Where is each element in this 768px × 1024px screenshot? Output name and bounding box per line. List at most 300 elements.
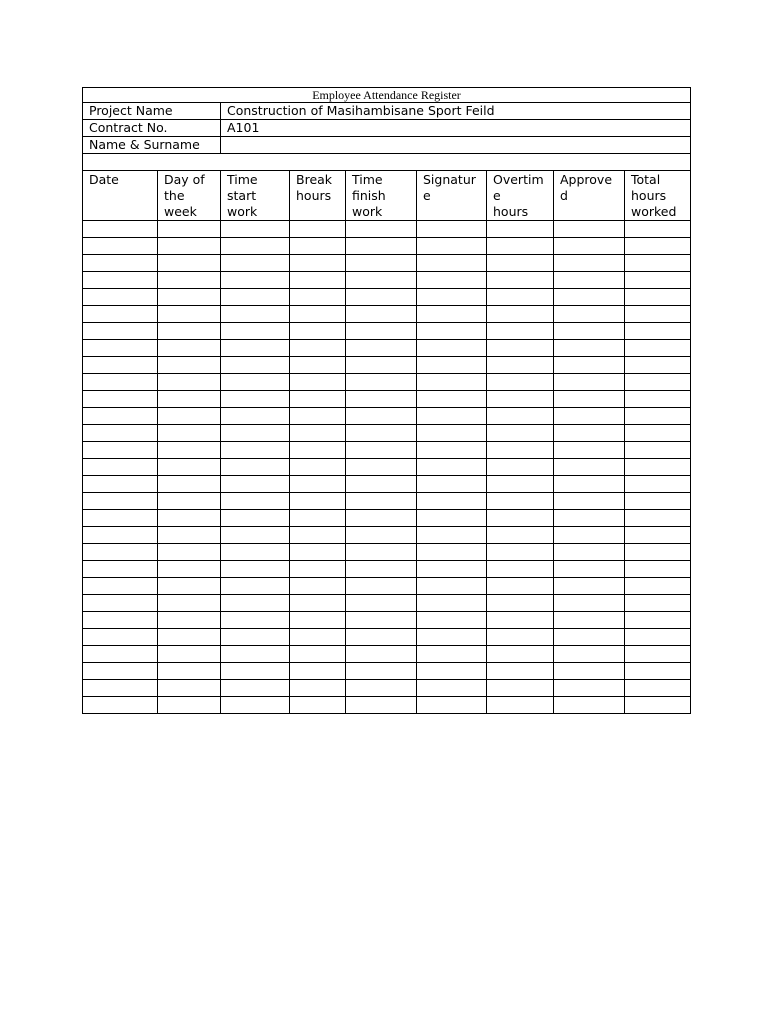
table-cell-total-hours[interactable] [625,510,691,527]
table-cell-day-of-week[interactable] [158,527,221,544]
table-cell-approved[interactable] [554,357,625,374]
table-cell-overtime-hours[interactable] [487,459,554,476]
attendance-register [82,87,690,714]
table-cell-date[interactable] [83,289,158,306]
table-cell-total-hours[interactable] [625,391,691,408]
table-cell-total-hours[interactable] [625,493,691,510]
table-cell-day-of-week[interactable] [158,323,221,340]
table-cell-break-hours[interactable] [290,408,346,425]
table-cell-day-of-week[interactable] [158,391,221,408]
table-cell-total-hours[interactable] [625,578,691,595]
column-header-line: week [164,204,197,219]
table-cell-day-of-week[interactable] [158,697,221,714]
table-cell-date[interactable] [83,408,158,425]
table-cell-date[interactable] [83,510,158,527]
column-header-day-of-week [158,171,221,221]
table-cell-day-of-week[interactable] [158,663,221,680]
table-cell-date[interactable] [83,663,158,680]
table-cell-total-hours[interactable] [625,425,691,442]
table-cell-time-start[interactable] [221,680,290,697]
table-cell-overtime-hours[interactable] [487,544,554,561]
column-header-line: work [227,204,258,219]
table-cell-break-hours[interactable] [290,646,346,663]
table-cell-approved[interactable] [554,408,625,425]
table-cell-approved[interactable] [554,680,625,697]
table-cell-break-hours[interactable] [290,476,346,493]
table-cell-total-hours[interactable] [625,697,691,714]
table-cell-signature[interactable] [417,578,487,595]
table-cell-approved[interactable] [554,697,625,714]
table-cell-break-hours[interactable] [290,493,346,510]
table-cell-total-hours[interactable] [625,629,691,646]
table-cell-signature[interactable] [417,663,487,680]
table-cell-date[interactable] [83,527,158,544]
table-cell-date[interactable] [83,646,158,663]
table-cell-signature[interactable] [417,289,487,306]
table-cell-time-start[interactable] [221,374,290,391]
table-cell-overtime-hours[interactable] [487,408,554,425]
table-row [83,357,691,374]
table-cell-approved[interactable] [554,561,625,578]
table-cell-time-finish[interactable] [346,612,417,629]
table-row [83,221,691,238]
table-cell-time-start[interactable] [221,527,290,544]
table-cell-time-finish[interactable] [346,306,417,323]
table-cell-approved[interactable] [554,527,625,544]
table-cell-approved[interactable] [554,425,625,442]
table-cell-time-start[interactable] [221,646,290,663]
table-cell-break-hours[interactable] [290,561,346,578]
table-cell-approved[interactable] [554,272,625,289]
table-cell-overtime-hours[interactable] [487,476,554,493]
table-cell-overtime-hours[interactable] [487,595,554,612]
table-cell-approved[interactable] [554,476,625,493]
table-row [83,374,691,391]
table-cell-approved[interactable] [554,442,625,459]
table-cell-signature[interactable] [417,272,487,289]
column-header-row [83,171,691,221]
table-cell-break-hours[interactable] [290,697,346,714]
table-cell-time-finish[interactable] [346,476,417,493]
table-cell-break-hours[interactable] [290,680,346,697]
table-cell-date[interactable] [83,629,158,646]
table-cell-total-hours[interactable] [625,306,691,323]
table-cell-date[interactable] [83,493,158,510]
table-cell-time-start[interactable] [221,272,290,289]
table-cell-date[interactable] [83,697,158,714]
table-cell-time-start[interactable] [221,595,290,612]
table-cell-break-hours[interactable] [290,357,346,374]
table-cell-approved[interactable] [554,459,625,476]
table-cell-time-start[interactable] [221,221,290,238]
table-cell-time-start[interactable] [221,544,290,561]
table-cell-break-hours[interactable] [290,510,346,527]
table-cell-time-start[interactable] [221,357,290,374]
table-cell-time-finish[interactable] [346,680,417,697]
table-cell-signature[interactable] [417,476,487,493]
table-cell-signature[interactable] [417,255,487,272]
table-cell-time-finish[interactable] [346,408,417,425]
table-cell-signature[interactable] [417,629,487,646]
table-cell-time-finish[interactable] [346,340,417,357]
column-header-line: start [227,188,257,203]
table-cell-time-finish[interactable] [346,459,417,476]
table-cell-approved[interactable] [554,306,625,323]
table-cell-signature[interactable] [417,425,487,442]
table-cell-signature[interactable] [417,442,487,459]
column-header-overtime-hours [487,171,554,221]
column-header-line: the [164,188,185,203]
table-cell-time-start[interactable] [221,238,290,255]
table-cell-approved[interactable] [554,255,625,272]
table-cell-break-hours[interactable] [290,595,346,612]
table-cell-approved[interactable] [554,374,625,391]
table-cell-overtime-hours[interactable] [487,442,554,459]
column-header-line: Approve [560,172,613,187]
table-cell-day-of-week[interactable] [158,357,221,374]
table-cell-total-hours[interactable] [625,527,691,544]
table-row [83,459,691,476]
table-row [83,289,691,306]
table-cell-signature[interactable] [417,680,487,697]
table-cell-overtime-hours[interactable] [487,663,554,680]
table-cell-total-hours[interactable] [625,408,691,425]
table-cell-date[interactable] [83,323,158,340]
table-cell-overtime-hours[interactable] [487,697,554,714]
table-cell-date[interactable] [83,357,158,374]
table-cell-time-start[interactable] [221,493,290,510]
table-cell-signature[interactable] [417,561,487,578]
table-cell-date[interactable] [83,391,158,408]
table-row [83,510,691,527]
table-cell-total-hours[interactable] [625,459,691,476]
table-cell-total-hours[interactable] [625,544,691,561]
table-cell-overtime-hours[interactable] [487,629,554,646]
column-header-break-hours [290,171,346,221]
table-cell-time-start[interactable] [221,476,290,493]
table-cell-time-finish[interactable] [346,272,417,289]
table-cell-break-hours[interactable] [290,425,346,442]
table-cell-date[interactable] [83,544,158,561]
table-cell-time-finish[interactable] [346,374,417,391]
table-cell-break-hours[interactable] [290,238,346,255]
table-cell-total-hours[interactable] [625,357,691,374]
table-cell-total-hours[interactable] [625,374,691,391]
column-header-line: hours [296,188,332,203]
column-header-line: work [352,204,383,219]
table-cell-day-of-week[interactable] [158,221,221,238]
table-cell-signature[interactable] [417,306,487,323]
table-cell-approved[interactable] [554,340,625,357]
table-cell-approved[interactable] [554,289,625,306]
table-cell-overtime-hours[interactable] [487,578,554,595]
table-cell-break-hours[interactable] [290,374,346,391]
table-cell-day-of-week[interactable] [158,272,221,289]
table-cell-approved[interactable] [554,323,625,340]
table-cell-overtime-hours[interactable] [487,561,554,578]
table-cell-overtime-hours[interactable] [487,680,554,697]
spacer-row [83,154,691,171]
table-cell-day-of-week[interactable] [158,561,221,578]
table-cell-time-finish[interactable] [346,527,417,544]
table-cell-time-start[interactable] [221,391,290,408]
table-cell-break-hours[interactable] [290,629,346,646]
table-cell-date[interactable] [83,255,158,272]
table-cell-overtime-hours[interactable] [487,289,554,306]
table-cell-day-of-week[interactable] [158,578,221,595]
table-row [83,476,691,493]
table-cell-day-of-week[interactable] [158,629,221,646]
table-cell-overtime-hours[interactable] [487,510,554,527]
table-cell-break-hours[interactable] [290,578,346,595]
table-cell-time-start[interactable] [221,612,290,629]
table-cell-time-finish[interactable] [346,663,417,680]
table-cell-time-finish[interactable] [346,561,417,578]
table-cell-total-hours[interactable] [625,646,691,663]
table-cell-overtime-hours[interactable] [487,323,554,340]
table-cell-overtime-hours[interactable] [487,238,554,255]
table-cell-time-finish[interactable] [346,493,417,510]
table-cell-signature[interactable] [417,527,487,544]
table-cell-signature[interactable] [417,408,487,425]
table-cell-total-hours[interactable] [625,323,691,340]
column-header-time-start [221,171,290,221]
table-cell-signature[interactable] [417,493,487,510]
table-cell-date[interactable] [83,221,158,238]
table-cell-overtime-hours[interactable] [487,221,554,238]
table-cell-overtime-hours[interactable] [487,391,554,408]
table-cell-total-hours[interactable] [625,680,691,697]
table-cell-approved[interactable] [554,646,625,663]
table-cell-time-start[interactable] [221,442,290,459]
table-cell-date[interactable] [83,680,158,697]
table-cell-break-hours[interactable] [290,306,346,323]
table-cell-time-start[interactable] [221,510,290,527]
table-cell-approved[interactable] [554,578,625,595]
table-cell-date[interactable] [83,238,158,255]
table-cell-break-hours[interactable] [290,527,346,544]
table-cell-date[interactable] [83,578,158,595]
table-cell-signature[interactable] [417,544,487,561]
table-cell-time-finish[interactable] [346,255,417,272]
table-cell-date[interactable] [83,476,158,493]
table-cell-time-start[interactable] [221,306,290,323]
table-cell-time-finish[interactable] [346,578,417,595]
table-cell-break-hours[interactable] [290,340,346,357]
table-cell-date[interactable] [83,340,158,357]
project-name-label: Project Name [83,103,221,120]
table-cell-day-of-week[interactable] [158,289,221,306]
contract-no-label: Contract No. [83,120,221,137]
table-cell-time-finish[interactable] [346,595,417,612]
table-cell-signature[interactable] [417,612,487,629]
table-cell-day-of-week[interactable] [158,374,221,391]
table-cell-time-start[interactable] [221,255,290,272]
table-cell-time-start[interactable] [221,408,290,425]
table-cell-time-start[interactable] [221,425,290,442]
table-cell-time-start[interactable] [221,561,290,578]
table-cell-signature[interactable] [417,391,487,408]
table-cell-time-finish[interactable] [346,425,417,442]
table-cell-break-hours[interactable] [290,391,346,408]
table-cell-signature[interactable] [417,323,487,340]
table-cell-break-hours[interactable] [290,459,346,476]
table-cell-day-of-week[interactable] [158,255,221,272]
table-row [83,408,691,425]
table-cell-approved[interactable] [554,510,625,527]
table-cell-total-hours[interactable] [625,595,691,612]
table-cell-signature[interactable] [417,510,487,527]
column-header-line: d [560,188,568,203]
table-cell-day-of-week[interactable] [158,306,221,323]
table-cell-overtime-hours[interactable] [487,340,554,357]
table-cell-total-hours[interactable] [625,476,691,493]
table-cell-approved[interactable] [554,595,625,612]
table-cell-total-hours[interactable] [625,442,691,459]
table-cell-signature[interactable] [417,238,487,255]
table-cell-day-of-week[interactable] [158,510,221,527]
table-cell-break-hours[interactable] [290,323,346,340]
table-cell-time-finish[interactable] [346,442,417,459]
table-cell-signature[interactable] [417,459,487,476]
table-cell-time-finish[interactable] [346,510,417,527]
table-row [83,561,691,578]
table-cell-break-hours[interactable] [290,544,346,561]
table-row [83,629,691,646]
project-name-row [83,103,691,120]
table-cell-day-of-week[interactable] [158,425,221,442]
table-cell-overtime-hours[interactable] [487,306,554,323]
table-row [83,595,691,612]
table-cell-time-start[interactable] [221,340,290,357]
table-cell-signature[interactable] [417,374,487,391]
table-cell-date[interactable] [83,425,158,442]
table-cell-break-hours[interactable] [290,221,346,238]
table-cell-signature[interactable] [417,357,487,374]
column-header-date [83,171,158,221]
table-cell-overtime-hours[interactable] [487,527,554,544]
table-cell-date[interactable] [83,459,158,476]
table-cell-date[interactable] [83,595,158,612]
table-cell-total-hours[interactable] [625,561,691,578]
table-cell-date[interactable] [83,612,158,629]
table-cell-break-hours[interactable] [290,255,346,272]
table-cell-day-of-week[interactable] [158,408,221,425]
column-header-approved [554,171,625,221]
table-cell-overtime-hours[interactable] [487,272,554,289]
table-cell-break-hours[interactable] [290,663,346,680]
table-row [83,578,691,595]
table-cell-approved[interactable] [554,629,625,646]
table-cell-total-hours[interactable] [625,221,691,238]
table-cell-signature[interactable] [417,646,487,663]
table-cell-day-of-week[interactable] [158,442,221,459]
table-row [83,255,691,272]
table-cell-signature[interactable] [417,697,487,714]
table-cell-day-of-week[interactable] [158,493,221,510]
table-cell-time-finish[interactable] [346,697,417,714]
table-cell-signature[interactable] [417,340,487,357]
table-cell-approved[interactable] [554,238,625,255]
table-cell-total-hours[interactable] [625,272,691,289]
table-cell-day-of-week[interactable] [158,459,221,476]
table-cell-time-finish[interactable] [346,629,417,646]
table-cell-time-finish[interactable] [346,646,417,663]
table-cell-date[interactable] [83,374,158,391]
table-cell-day-of-week[interactable] [158,595,221,612]
table-cell-approved[interactable] [554,612,625,629]
table-cell-time-finish[interactable] [346,238,417,255]
table-cell-signature[interactable] [417,221,487,238]
table-cell-date[interactable] [83,561,158,578]
table-cell-approved[interactable] [554,391,625,408]
table-cell-total-hours[interactable] [625,612,691,629]
table-cell-overtime-hours[interactable] [487,255,554,272]
table-cell-time-start[interactable] [221,459,290,476]
table-cell-overtime-hours[interactable] [487,612,554,629]
table-cell-approved[interactable] [554,544,625,561]
table-cell-day-of-week[interactable] [158,612,221,629]
table-cell-approved[interactable] [554,221,625,238]
table-cell-signature[interactable] [417,595,487,612]
table-cell-total-hours[interactable] [625,340,691,357]
table-cell-overtime-hours[interactable] [487,646,554,663]
table-cell-time-start[interactable] [221,629,290,646]
table-row [83,680,691,697]
table-cell-day-of-week[interactable] [158,544,221,561]
table-cell-time-start[interactable] [221,323,290,340]
table-cell-break-hours[interactable] [290,442,346,459]
project-name-value: Construction of Masihambisane Sport Feild [221,103,691,120]
table-cell-total-hours[interactable] [625,663,691,680]
table-cell-time-finish[interactable] [346,221,417,238]
table-cell-break-hours[interactable] [290,289,346,306]
table-cell-time-start[interactable] [221,663,290,680]
table-cell-approved[interactable] [554,493,625,510]
table-cell-approved[interactable] [554,663,625,680]
table-cell-day-of-week[interactable] [158,476,221,493]
table-cell-overtime-hours[interactable] [487,357,554,374]
table-cell-time-finish[interactable] [346,323,417,340]
table-cell-time-finish[interactable] [346,391,417,408]
table-cell-total-hours[interactable] [625,255,691,272]
table-row [83,391,691,408]
table-cell-day-of-week[interactable] [158,238,221,255]
table-cell-time-start[interactable] [221,289,290,306]
table-cell-date[interactable] [83,272,158,289]
table-cell-time-finish[interactable] [346,544,417,561]
table-cell-time-start[interactable] [221,578,290,595]
table-cell-overtime-hours[interactable] [487,493,554,510]
column-header-line: Time [227,172,258,187]
table-cell-date[interactable] [83,306,158,323]
table-cell-date[interactable] [83,442,158,459]
table-cell-time-start[interactable] [221,697,290,714]
table-cell-total-hours[interactable] [625,238,691,255]
table-cell-break-hours[interactable] [290,272,346,289]
table-row [83,527,691,544]
table-cell-overtime-hours[interactable] [487,374,554,391]
table-cell-break-hours[interactable] [290,612,346,629]
table-cell-day-of-week[interactable] [158,646,221,663]
table-cell-time-finish[interactable] [346,289,417,306]
table-row [83,646,691,663]
table-cell-time-finish[interactable] [346,357,417,374]
table-cell-total-hours[interactable] [625,289,691,306]
table-cell-overtime-hours[interactable] [487,425,554,442]
table-cell-day-of-week[interactable] [158,680,221,697]
table-cell-day-of-week[interactable] [158,340,221,357]
